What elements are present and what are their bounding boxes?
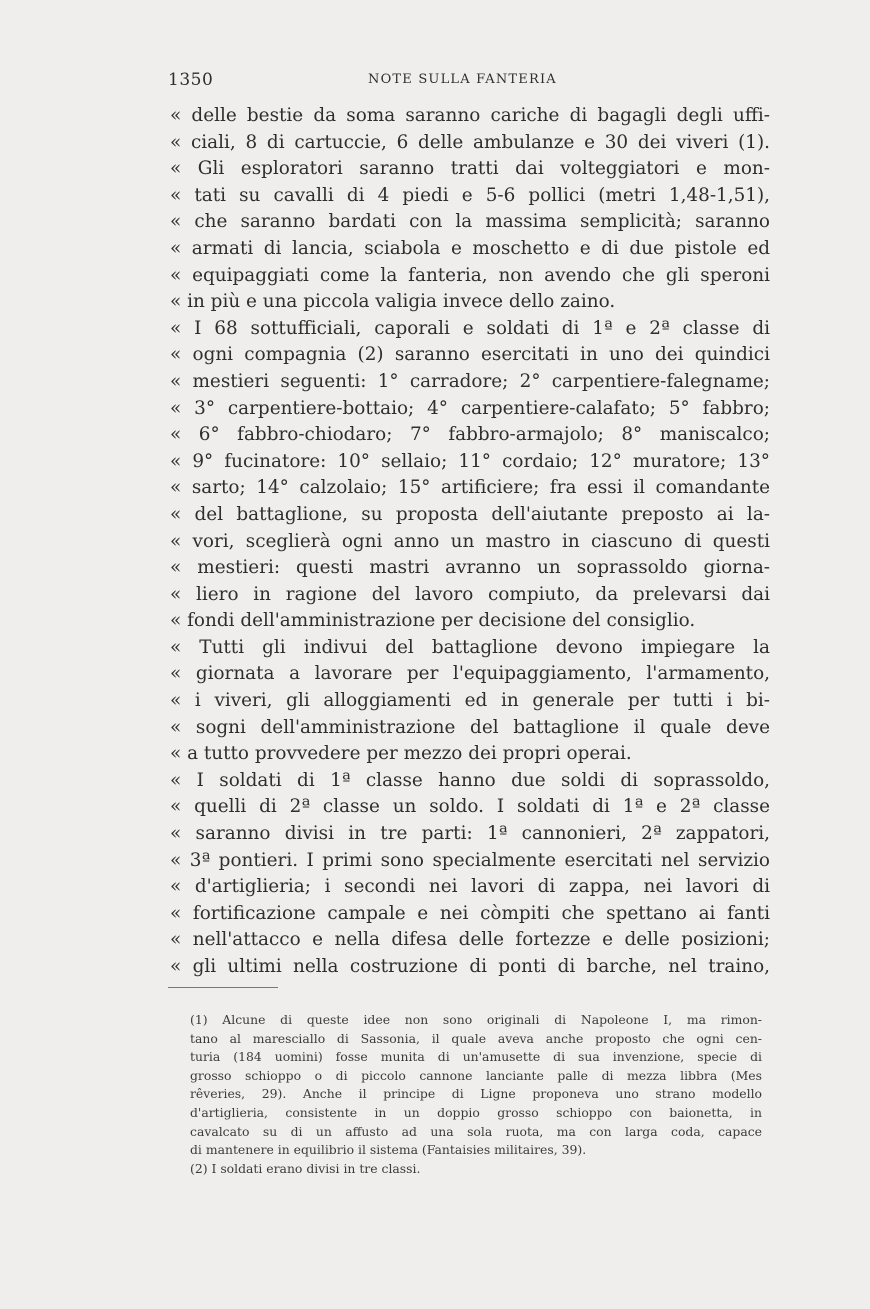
text-line: « liero in ragione del lavoro compiuto, da prelevarsi dai xyxy=(170,583,770,605)
footnote-line: tano al maresciallo di Sassonia, il quale aveva anche proposto che ogni cen- xyxy=(190,1030,762,1046)
text-line: « sarto; 14° calzolaio; 15° artificiere; fra essi il comandante xyxy=(170,477,770,499)
text-line: « vori, sceglierà ogni anno un mastro in ciascuno di questi xyxy=(170,530,770,552)
text-line: « 3° carpentiere-bottaio; 4° carpentiere-calafato; 5° fabbro; xyxy=(170,397,770,419)
text-line: « 3ª pontieri. I primi sono specialmente esercitati nel servizio xyxy=(170,849,770,871)
text-line: « a tutto provvedere per mezzo dei propri operai. xyxy=(170,743,632,765)
footnote-line: cavalcato su di un affusto ad una sola ruota, ma con larga coda, capace xyxy=(190,1123,762,1139)
text-line: « fortificazione campale e nei còmpiti che spettano ai fanti xyxy=(170,902,770,924)
text-line: « che saranno bardati con la massima semplicità; saranno xyxy=(170,211,770,233)
text-line: « d'artiglieria; i secondi nei lavori di zappa, nei lavori di xyxy=(170,876,770,898)
footnote-line: turia (184 uomini) fosse munita di un'amusette di sua invenzione, specie di xyxy=(190,1049,762,1065)
text-line: « gli ultimi nella costruzione di ponti di barche, nel traino, xyxy=(170,956,770,977)
text-line: « equipaggiati come la fanteria, non avendo che gli speroni xyxy=(170,264,770,286)
text-line: « in più e una piccola valigia invece dello zaino. xyxy=(170,291,616,313)
text-line: « saranno divisi in tre parti: 1ª cannonieri, 2ª zappatori, xyxy=(170,823,770,845)
footnote-line: (2) I soldati erano divisi in tre classi. xyxy=(190,1160,421,1176)
text-line: « 6° fabbro-chiodaro; 7° fabbro-armajolo; 8° maniscalco; xyxy=(170,424,770,446)
text-line: « 9° fucinatore: 10° sellaio; 11° cordaio; 12° muratore; 13° xyxy=(170,450,770,472)
page-header xyxy=(168,70,768,96)
text-line: « fondi dell'amministrazione per decisione del consiglio. xyxy=(170,610,696,632)
text-line: « quelli di 2ª classe un soldo. I soldati di 1ª e 2ª classe xyxy=(170,796,770,818)
text-line: « mestieri: questi mastri avranno un soprassoldo giorna- xyxy=(170,557,770,579)
text-line: « delle bestie da soma saranno cariche di bagagli degli uffi- xyxy=(170,105,770,126)
footnote-separator xyxy=(168,987,278,988)
footnote-line: d'artiglieria, consistente in un doppio grosso schioppo con baionetta, in xyxy=(190,1104,762,1120)
text-line: « giornata a lavorare per l'equipaggiamento, l'armamento, xyxy=(170,663,770,685)
text-line: « I 68 sottufficiali, caporali e soldati di 1ª e 2ª classe di xyxy=(170,317,770,339)
text-line: « Tutti gli indivui del battaglione devono impiegare la xyxy=(170,636,770,658)
footnote-line: rêveries, 29). Anche il principe di Ligne proponeva uno strano modello xyxy=(190,1086,762,1102)
footnote-line: (1) Alcune di queste idee non sono originali di Napoleone I, ma rimon- xyxy=(190,1012,762,1027)
text-line: « tati su cavalli di 4 piedi e 5-6 pollici (metri 1,48-1,51), xyxy=(170,184,770,206)
footnote-line: di mantenere in equilibrio il sistema (Fantaisies militaires, 39). xyxy=(190,1142,587,1158)
footnote-line: grosso schioppo o di piccolo cannone lanciante palle di mezza libbra (Mes xyxy=(190,1067,762,1083)
footnotes xyxy=(190,1011,762,1178)
text-line: « sogni dell'amministrazione del battaglione il quale deve xyxy=(170,716,770,738)
main-text xyxy=(170,103,770,981)
text-line: « mestieri seguenti: 1° carradore; 2° carpentiere-falegname; xyxy=(170,370,770,392)
text-line: « ogni compagnia (2) saranno esercitati in uno dei quindici xyxy=(170,344,770,366)
text-line: « ciali, 8 di cartuccie, 6 delle ambulanze e 30 dei viveri (1). xyxy=(170,131,770,153)
text-line: « i viveri, gli alloggiamenti ed in generale per tutti i bi- xyxy=(170,690,770,712)
text-line: « armati di lancia, sciabola e moschetto e di due pistole ed xyxy=(170,237,770,259)
page-number: 1350 xyxy=(168,70,214,90)
running-title: NOTE SULLA FANTERIA xyxy=(368,72,557,87)
text-line: « del battaglione, su proposta dell'aiutante preposto ai la- xyxy=(170,503,770,525)
text-line: « Gli esploratori saranno tratti dai volteggiatori e mon- xyxy=(170,158,770,180)
text-line: « I soldati di 1ª classe hanno due soldi di soprassoldo, xyxy=(170,769,770,791)
text-line: « nell'attacco e nella difesa delle fortezze e delle posizioni; xyxy=(170,929,770,951)
